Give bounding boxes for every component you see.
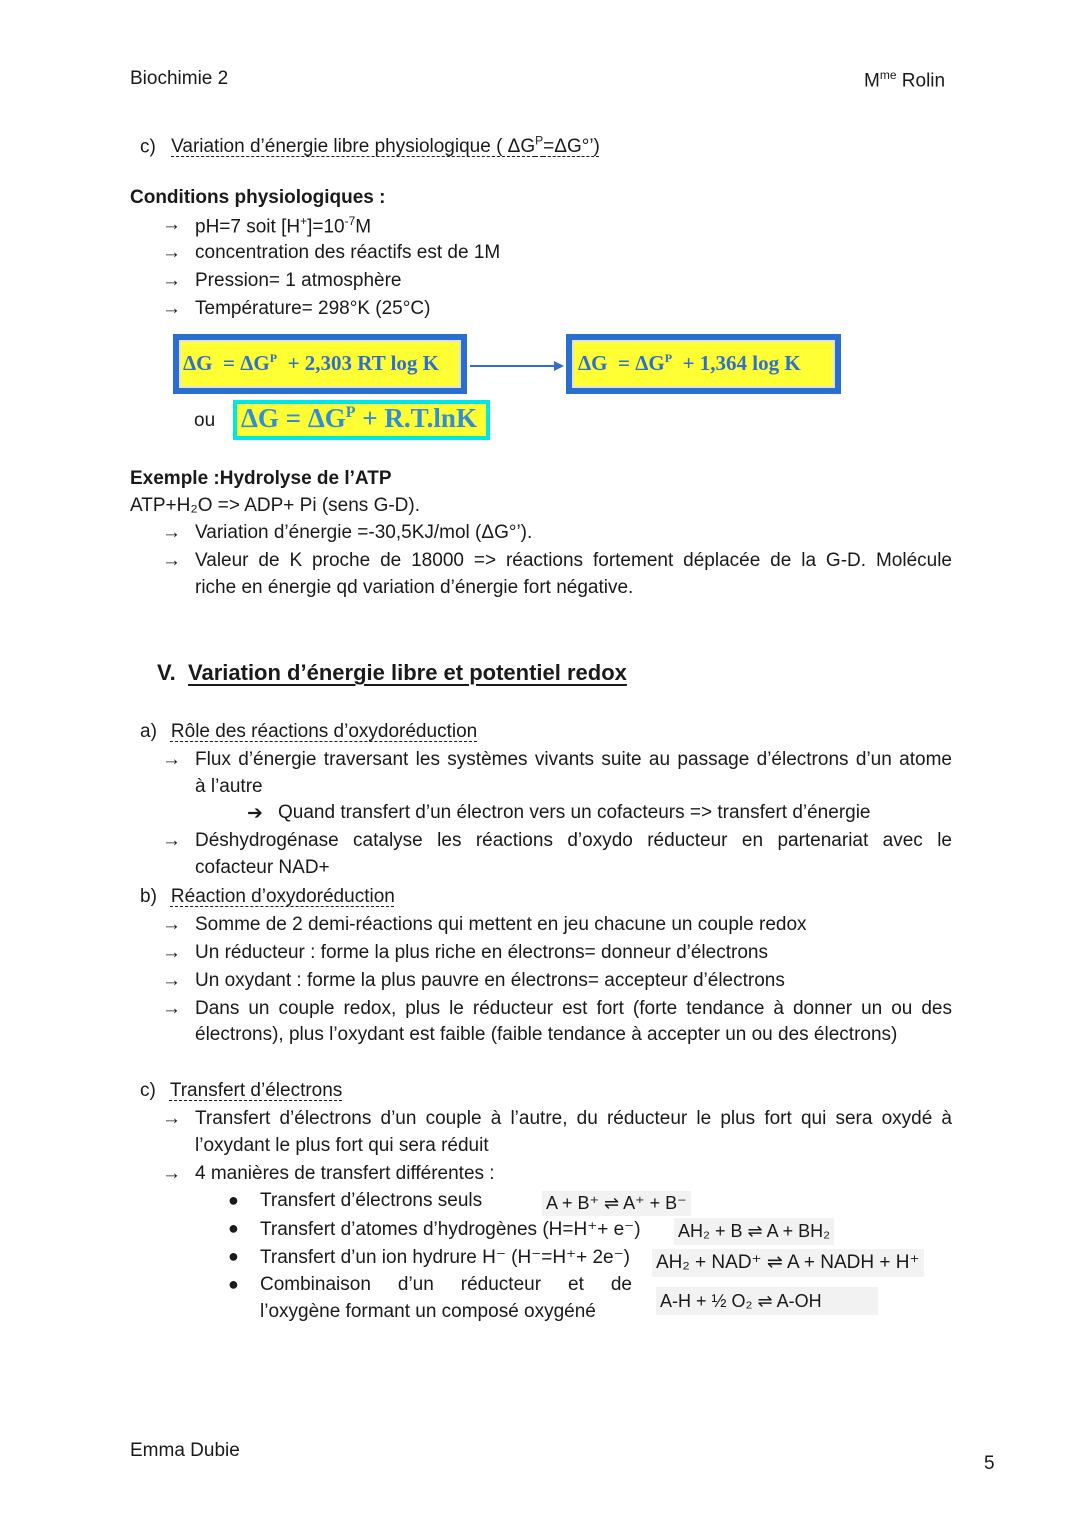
formula-or: ou xyxy=(194,410,216,431)
page-number: 5 xyxy=(984,1453,995,1474)
arrow-icon: → xyxy=(162,970,181,991)
arrow-icon: → xyxy=(162,214,181,235)
bullet-icon: ● xyxy=(228,1246,239,1266)
bullet-icon: ● xyxy=(228,1218,239,1238)
section-a-item: Déshydrogénase catalyse les réactions d’oxydo réducteur en partenariat avec le xyxy=(195,830,952,851)
arrow-icon: → xyxy=(162,749,181,770)
bullet-icon: ● xyxy=(228,1190,239,1210)
section-a-subitem: Quand transfert d’un électron vers un cofacteurs => transfert d’énergie xyxy=(278,802,871,823)
section-a-heading: a) Rôle des réactions d’oxydoréduction xyxy=(140,721,478,742)
section-a-item-cont: à l’autre xyxy=(195,776,263,797)
bullet-icon: ● xyxy=(228,1274,239,1294)
arrow-icon: → xyxy=(162,1163,181,1184)
section-b-item: Dans un couple redox, plus le réducteur est fort (forte tendance à donner un ou des xyxy=(195,998,952,1019)
section-c2-heading: c) Transfert d’électrons xyxy=(140,1080,343,1101)
arrow-icon: → xyxy=(162,942,181,963)
header-teacher: $M^{me}$ Rolin xyxy=(864,68,946,92)
example-reaction: ATP+H₂O => ADP+ Pi (sens G-D). xyxy=(130,495,421,516)
section-a-item-cont: cofacteur NAD+ xyxy=(195,857,330,878)
header-course: Biochimie 2 xyxy=(130,68,229,89)
example-item-cont: riche en énergie qd variation d’énergie fort négative. xyxy=(195,577,634,598)
transfer-type: Combinaison d’un réducteur et de xyxy=(260,1274,632,1295)
arrow-icon: → xyxy=(162,998,181,1019)
arrow-icon: → xyxy=(162,914,181,935)
transfer-type: Transfert d’atomes d’hydrogènes (H=H⁺+ e⁻) xyxy=(260,1219,641,1240)
section-b-item: Un oxydant : forme la plus pauvre en électrons= accepteur d’électrons xyxy=(195,970,785,991)
formula-box-1: $\Delta G = \Delta G^P + 2,303$ RT log K xyxy=(173,334,467,394)
section-b-heading: b) Réaction d’oxydoréduction xyxy=(140,886,395,907)
section-v-heading: V. Variation d’énergie libre et potentiel redox xyxy=(157,660,627,685)
section-c2-item-cont: l’oxydant le plus fort qui sera réduit xyxy=(195,1135,489,1156)
transfer-type: Transfert d’électrons seuls xyxy=(260,1190,483,1211)
section-c2-item: 4 manières de transfert différentes : xyxy=(195,1163,495,1184)
arrow-icon: → xyxy=(162,522,181,543)
section-a-item: Flux d’énergie traversant les systèmes vivants suite au passage d’électrons d’un atome xyxy=(195,749,952,770)
condition-temperature: Température= 298°K (25°C) xyxy=(195,298,431,319)
arrow-right-icon xyxy=(470,358,564,374)
arrow-icon: → xyxy=(162,270,181,291)
formula-box-2: $\Delta G = \Delta G^P + 1,364$ log K xyxy=(566,334,841,394)
section-c1-heading: c) Variation d’énergie libre physiologique ( $\Delta G^P=\Delta G^\circ$’) xyxy=(140,134,600,158)
transfer-type: Transfert d’un ion hydrure H⁻ (H⁻=H⁺+ 2e⁻) xyxy=(260,1247,630,1268)
transfer-type-cont: l’oxygène formant un composé oxygéné xyxy=(260,1301,596,1322)
arrow-icon: → xyxy=(162,550,181,571)
conditions-heading: Conditions physiologiques : xyxy=(130,187,386,208)
arrow-icon: → xyxy=(162,242,181,263)
condition-ph: pH=7 soit $[H^+]=10^{-7}M$ xyxy=(195,214,372,238)
arrow-icon: → xyxy=(162,1108,181,1129)
example-item: Variation d’énergie =-30,5KJ/mol (ΔG°’). xyxy=(195,522,533,543)
arrow-icon: → xyxy=(162,830,181,851)
footer-author: Emma Dubie xyxy=(130,1440,240,1461)
equation-hydride: AH₂ + NAD⁺ ⇌ A + NADH + H⁺ xyxy=(652,1249,924,1277)
section-c2-item: Transfert d’électrons d’un couple à l’autre, du réducteur le plus fort qui sera oxydé à xyxy=(195,1108,952,1129)
equation-electron: A + B⁺ ⇌ A⁺ + B⁻ xyxy=(542,1191,691,1216)
example-heading: Exemple :Hydrolyse de l’ATP xyxy=(130,468,392,489)
section-b-item: Un réducteur : forme la plus riche en électrons= donneur d’électrons xyxy=(195,942,768,963)
bold-arrow-icon: ➔ xyxy=(247,803,263,824)
section-b-item-cont: électrons), plus l’oxydant est faible (faible tendance à accepter un ou des électrons) xyxy=(195,1024,898,1045)
condition-concentration: concentration des réactifs est de 1M xyxy=(195,242,501,263)
arrow-icon: → xyxy=(162,298,181,319)
condition-pressure: Pression= 1 atmosphère xyxy=(195,270,402,291)
example-item: Valeur de K proche de 18000 => réactions fortement déplacée de la G-D. Molécule xyxy=(195,550,952,571)
equation-oxygen: A-H + ½ O₂ ⇌ A-OH xyxy=(656,1287,878,1315)
section-b-item: Somme de 2 demi-réactions qui mettent en jeu chacune un couple redox xyxy=(195,914,807,935)
equation-hydrogen: AH₂ + B ⇌ A + BH₂ xyxy=(674,1218,834,1245)
formula-box-3: $\Delta G = \Delta G^P + R.T.\ln K$ xyxy=(233,400,490,440)
